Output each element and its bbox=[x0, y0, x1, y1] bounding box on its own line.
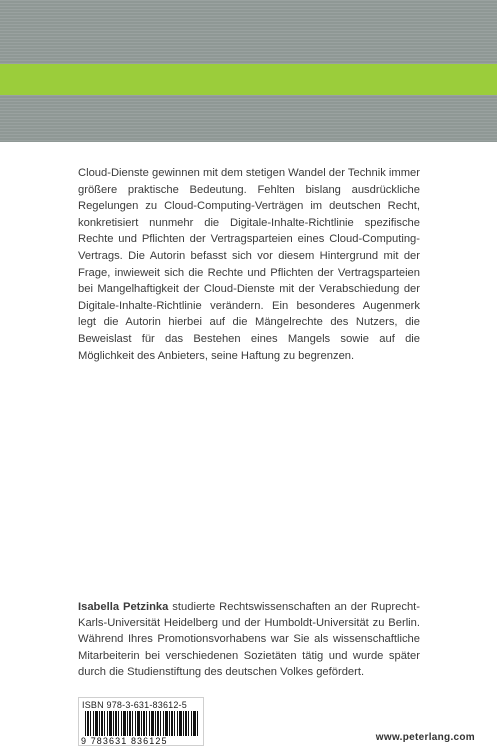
author-name: Isabella Petzinka bbox=[78, 601, 169, 613]
isbn-label: ISBN 978-3-631-83612-5 bbox=[82, 700, 187, 710]
barcode-digits: 9 783631 836125 bbox=[81, 736, 168, 746]
top-gray-band bbox=[0, 0, 497, 64]
author-bio-text: studierte Rechtswissenschaften an der Ruprecht-Karls-Universität Heidelberg und der Humboldt-Universität zu Berlin. Während Ihres Promotionsvorhabens war Sie als wissenschaftliche Mitarbeiterin bei verschiedenen Sozietäten tätig und wurde später durch die Studienstiftung des deutschen Volkes gefördert. bbox=[78, 601, 420, 678]
barcode-image bbox=[85, 711, 199, 736]
book-blurb: Cloud-Dienste gewinnen mit dem stetigen Wandel der Technik immer größere praktische Bedeutung. Fehlten bislang ausdrückliche Regelungen zu Cloud-Computing-Verträgen im deutschen Recht, konkretisiert nunmehr die Digitale-Inhalte-Richtlinie spezifische Rechte und Pflichten der Vertragsparteien eines Cloud-Computing-Vertrags. Die Autorin befasst sich vor diesem Hintergrund mit der Frage, inwieweit sich die Rechte und Pflichten der Vertragsparteien bei Mangelhaftigkeit der Cloud-Dienste mit der Verabschiedung der Digitale-Inhalte-Richtlinie verändern. Ein besonderes Augenmerk legt die Autorin hierbei auf die Mängelrechte des Nutzers, die Beweislast für das Bestehen eines Mangels sowie auf die Möglichkeit des Anbieters, seine Haftung zu begrenzen. bbox=[78, 167, 420, 362]
bottom-gray-band bbox=[0, 95, 497, 142]
green-accent-band bbox=[0, 64, 497, 95]
publisher-website[interactable]: www.peterlang.com bbox=[375, 732, 475, 743]
isbn-barcode-box bbox=[78, 697, 204, 746]
author-bio bbox=[78, 599, 420, 680]
